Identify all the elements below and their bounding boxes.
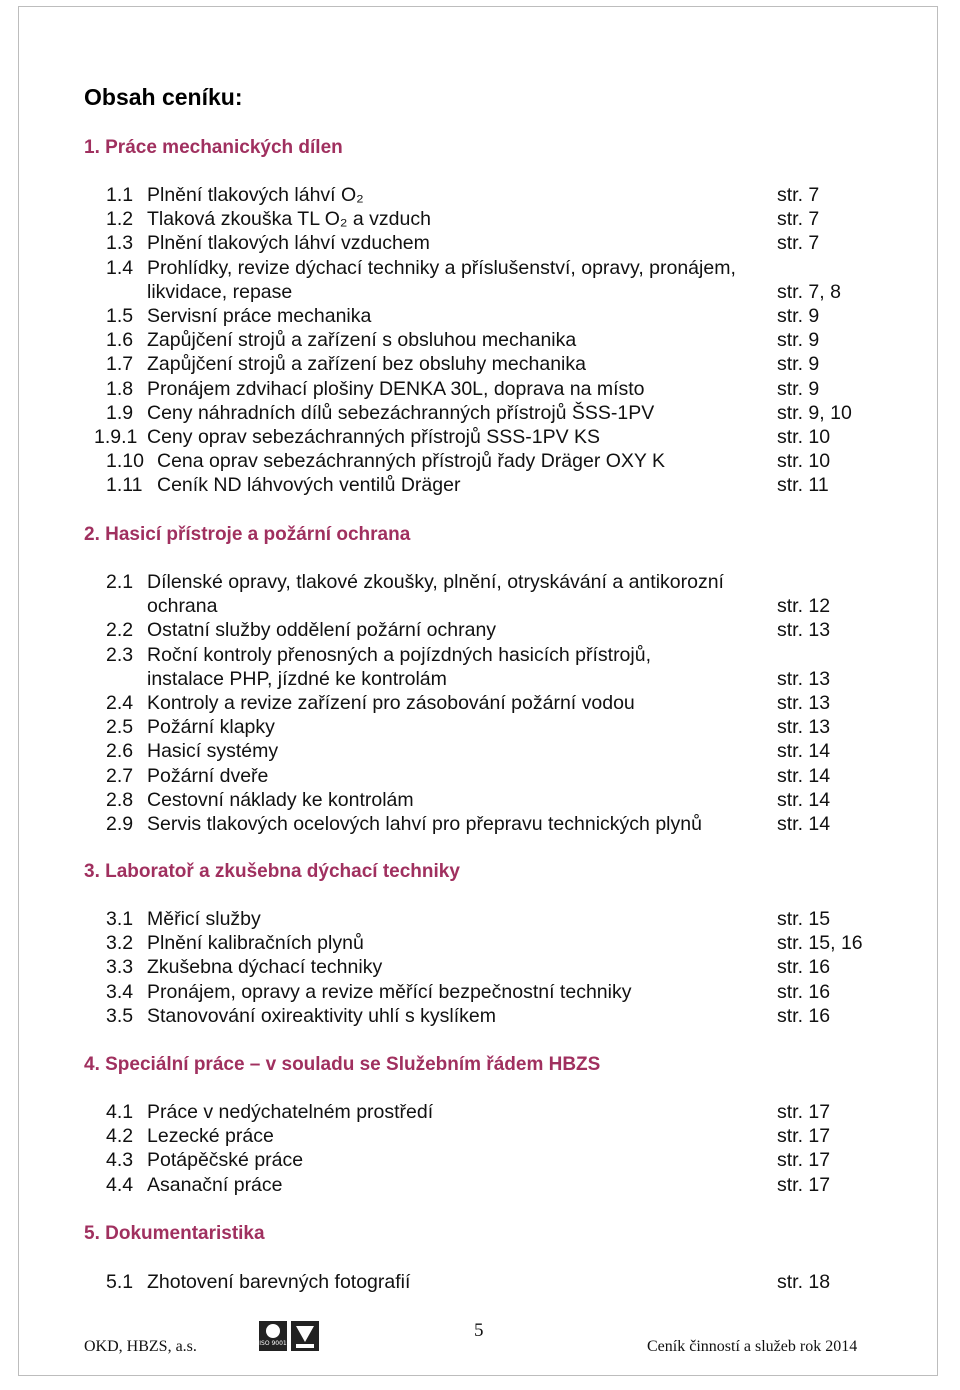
- entry-title: Ceník ND láhvových ventilů Dräger: [157, 474, 461, 496]
- toc-entry: [0, 1004, 960, 1028]
- section-heading: 4. Speciální práce – v souladu se Služebním řádem HBZS: [84, 1054, 601, 1075]
- footer-company: OKD, HBZS, a.s.: [84, 1338, 197, 1355]
- entry-number: 2.6: [106, 740, 134, 762]
- entry-page-ref: str. 14: [777, 813, 831, 835]
- entry-page-ref: str. 9: [777, 305, 820, 327]
- entry-title: Servis tlakových ocelových lahví pro přepravu technických plynů: [147, 813, 702, 835]
- toc-entry: [0, 1173, 960, 1197]
- entry-page-ref: str. 13: [777, 668, 831, 690]
- toc-entry: [0, 618, 960, 642]
- entry-page-ref: str. 7, 8: [777, 281, 841, 303]
- entry-title: Potápěčské práce: [147, 1149, 304, 1171]
- entry-number: 2.4: [106, 692, 134, 714]
- entry-title: Dílenské opravy, tlakové zkoušky, plnění, otryskávání a antikorozní: [147, 571, 724, 593]
- toc-entry: [0, 207, 960, 231]
- entry-number: 1.10: [106, 450, 144, 472]
- entry-title: Zapůjčení strojů a zařízení s obsluhou mechanika: [147, 329, 577, 351]
- entry-number: 1.4: [106, 257, 134, 279]
- toc-entry: [0, 1270, 960, 1294]
- section-heading: 1. Práce mechanických dílen: [84, 137, 343, 158]
- entry-title: instalace PHP, jízdné ke kontrolám: [147, 668, 447, 690]
- entry-title: Pronájem zdvihací plošiny DENKA 30L, doprava na místo: [147, 378, 645, 400]
- entry-title: Měřicí služby: [147, 908, 261, 930]
- toc-entry: [0, 931, 960, 955]
- entry-page-ref: str. 15, 16: [777, 932, 863, 954]
- entry-number: 3.4: [106, 981, 134, 1003]
- entry-number: 1.6: [106, 329, 134, 351]
- toc-entry: [0, 328, 960, 352]
- toc-entry: [0, 764, 960, 788]
- entry-number: 4.4: [106, 1174, 134, 1196]
- entry-title: Asanační práce: [147, 1174, 283, 1196]
- toc-entry: [0, 449, 960, 473]
- toc-entry: [0, 594, 960, 618]
- entry-number: 1.8: [106, 378, 134, 400]
- page-number: 5: [474, 1320, 484, 1341]
- entry-title: Ceny náhradních dílů sebezáchranných přístrojů ŠSS-1PV: [147, 402, 655, 424]
- entry-page-ref: str. 7: [777, 208, 820, 230]
- entry-title: Plnění tlakových láhví O₂: [147, 184, 364, 206]
- entry-page-ref: str. 15: [777, 908, 831, 930]
- entry-page-ref: str. 16: [777, 1005, 831, 1027]
- toc-entry: [0, 715, 960, 739]
- entry-title: Plnění kalibračních plynů: [147, 932, 364, 954]
- entry-number: 1.5: [106, 305, 134, 327]
- entry-title: Práce v nedýchatelném prostředí: [147, 1101, 434, 1123]
- toc-entry: [0, 955, 960, 979]
- toc-entry: [0, 183, 960, 207]
- entry-title: Stanovování oxireaktivity uhlí s kyslíkem: [147, 1005, 496, 1027]
- toc-entry: [0, 1148, 960, 1172]
- toc-entry: [0, 812, 960, 836]
- entry-title: ochrana: [147, 595, 218, 617]
- toc-entry: [0, 352, 960, 376]
- footer-title: Ceník činností a služeb rok 2014: [647, 1338, 858, 1355]
- entry-number: 4.1: [106, 1101, 134, 1123]
- entry-title: Ostatní služby oddělení požární ochrany: [147, 619, 497, 641]
- entry-title: Cena oprav sebezáchranných přístrojů řady Dräger OXY K: [157, 450, 665, 472]
- entry-title: Cestovní náklady ke kontrolám: [147, 789, 414, 811]
- entry-number: 1.1: [106, 184, 134, 206]
- entry-page-ref: str. 9, 10: [777, 402, 852, 424]
- entry-number: 3.5: [106, 1005, 134, 1027]
- entry-title: Plnění tlakových láhví vzduchem: [147, 232, 430, 254]
- entry-page-ref: str. 13: [777, 619, 831, 641]
- entry-number: 2.7: [106, 765, 134, 787]
- entry-title: likvidace, repase: [147, 281, 293, 303]
- entry-page-ref: str. 13: [777, 716, 831, 738]
- entry-number: 2.3: [106, 644, 134, 666]
- entry-title: Lezecké práce: [147, 1125, 274, 1147]
- entry-title: Roční kontroly přenosných a pojízdných hasicích přístrojů,: [147, 644, 652, 666]
- entry-title: Zhotovení barevných fotografií: [147, 1271, 411, 1293]
- entry-page-ref: str. 9: [777, 353, 820, 375]
- entry-page-ref: str. 9: [777, 378, 820, 400]
- entry-title: Tlaková zkouška TL O₂ a vzduch: [147, 208, 431, 230]
- toc-entry: [0, 425, 960, 449]
- entry-number: 1.7: [106, 353, 134, 375]
- entry-title: Servisní práce mechanika: [147, 305, 372, 327]
- entry-page-ref: str. 17: [777, 1149, 831, 1171]
- entry-page-ref: str. 14: [777, 765, 831, 787]
- entry-title: Kontroly a revize zařízení pro zásobování požární vodou: [147, 692, 635, 714]
- toc-entry: [0, 667, 960, 691]
- toc-entry: [0, 691, 960, 715]
- toc-entry: [0, 377, 960, 401]
- entry-page-ref: str. 17: [777, 1101, 831, 1123]
- entry-number: 2.9: [106, 813, 134, 835]
- entry-title: Požární dveře: [147, 765, 269, 787]
- toc-entry: [0, 788, 960, 812]
- toc-entry: [0, 907, 960, 931]
- iso-logo-text: ISO 9001: [259, 1340, 287, 1347]
- entry-title: Požární klapky: [147, 716, 275, 738]
- toc-entry: [0, 401, 960, 425]
- entry-page-ref: str. 9: [777, 329, 820, 351]
- entry-number: 4.3: [106, 1149, 134, 1171]
- toc-entry: [0, 231, 960, 255]
- entry-number: 1.9: [106, 402, 134, 424]
- entry-number: 5.1: [106, 1271, 134, 1293]
- entry-page-ref: str. 10: [777, 450, 831, 472]
- certification-logos: [258, 1320, 322, 1354]
- document-title: Obsah ceníku:: [84, 84, 243, 110]
- entry-number: 2.8: [106, 789, 134, 811]
- entry-number: 3.1: [106, 908, 134, 930]
- toc-entry: [0, 280, 960, 304]
- entry-page-ref: str. 14: [777, 789, 831, 811]
- entry-page-ref: str. 10: [777, 426, 831, 448]
- entry-number: 3.2: [106, 932, 134, 954]
- entry-title: Zapůjčení strojů a zařízení bez obsluhy mechanika: [147, 353, 586, 375]
- entry-title: Zkušebna dýchací techniky: [147, 956, 383, 978]
- toc-entry: [0, 304, 960, 328]
- entry-number: 1.2: [106, 208, 134, 230]
- entry-number: 2.2: [106, 619, 134, 641]
- toc-entry: [0, 473, 960, 497]
- section-heading: 3. Laboratoř a zkušebna dýchací techniky: [84, 861, 460, 882]
- entry-page-ref: str. 16: [777, 981, 831, 1003]
- toc-entry: [0, 1124, 960, 1148]
- entry-page-ref: str. 18: [777, 1271, 831, 1293]
- entry-number: 1.3: [106, 232, 134, 254]
- toc-entry: [0, 739, 960, 763]
- entry-title: Prohlídky, revize dýchací techniky a příslušenství, opravy, pronájem,: [147, 257, 736, 279]
- entry-number: 3.3: [106, 956, 134, 978]
- entry-page-ref: str. 14: [777, 740, 831, 762]
- toc-entry: [0, 256, 960, 280]
- entry-page-ref: str. 11: [777, 474, 829, 496]
- toc-entry: [0, 1100, 960, 1124]
- entry-title: Pronájem, opravy a revize měřící bezpečnostní techniky: [147, 981, 632, 1003]
- entry-page-ref: str. 12: [777, 595, 831, 617]
- entry-page-ref: str. 17: [777, 1125, 831, 1147]
- entry-number: 2.5: [106, 716, 134, 738]
- entry-number: 1.11: [106, 474, 143, 496]
- entry-page-ref: str. 7: [777, 232, 820, 254]
- entry-title: Hasicí systémy: [147, 740, 279, 762]
- section-heading: 2. Hasicí přístroje a požární ochrana: [84, 524, 411, 545]
- toc-entry: [0, 570, 960, 594]
- entry-number: 2.1: [106, 571, 134, 593]
- section-heading: 5. Dokumentaristika: [84, 1223, 265, 1244]
- entry-page-ref: str. 17: [777, 1174, 831, 1196]
- entry-page-ref: str. 7: [777, 184, 820, 206]
- toc-entry: [0, 643, 960, 667]
- entry-page-ref: str. 16: [777, 956, 831, 978]
- entry-page-ref: str. 13: [777, 692, 831, 714]
- entry-number: 4.2: [106, 1125, 134, 1147]
- entry-title: Ceny oprav sebezáchranných přístrojů SSS-1PV KS: [147, 426, 601, 448]
- entry-number: 1.9.1: [94, 426, 138, 448]
- toc-entry: [0, 980, 960, 1004]
